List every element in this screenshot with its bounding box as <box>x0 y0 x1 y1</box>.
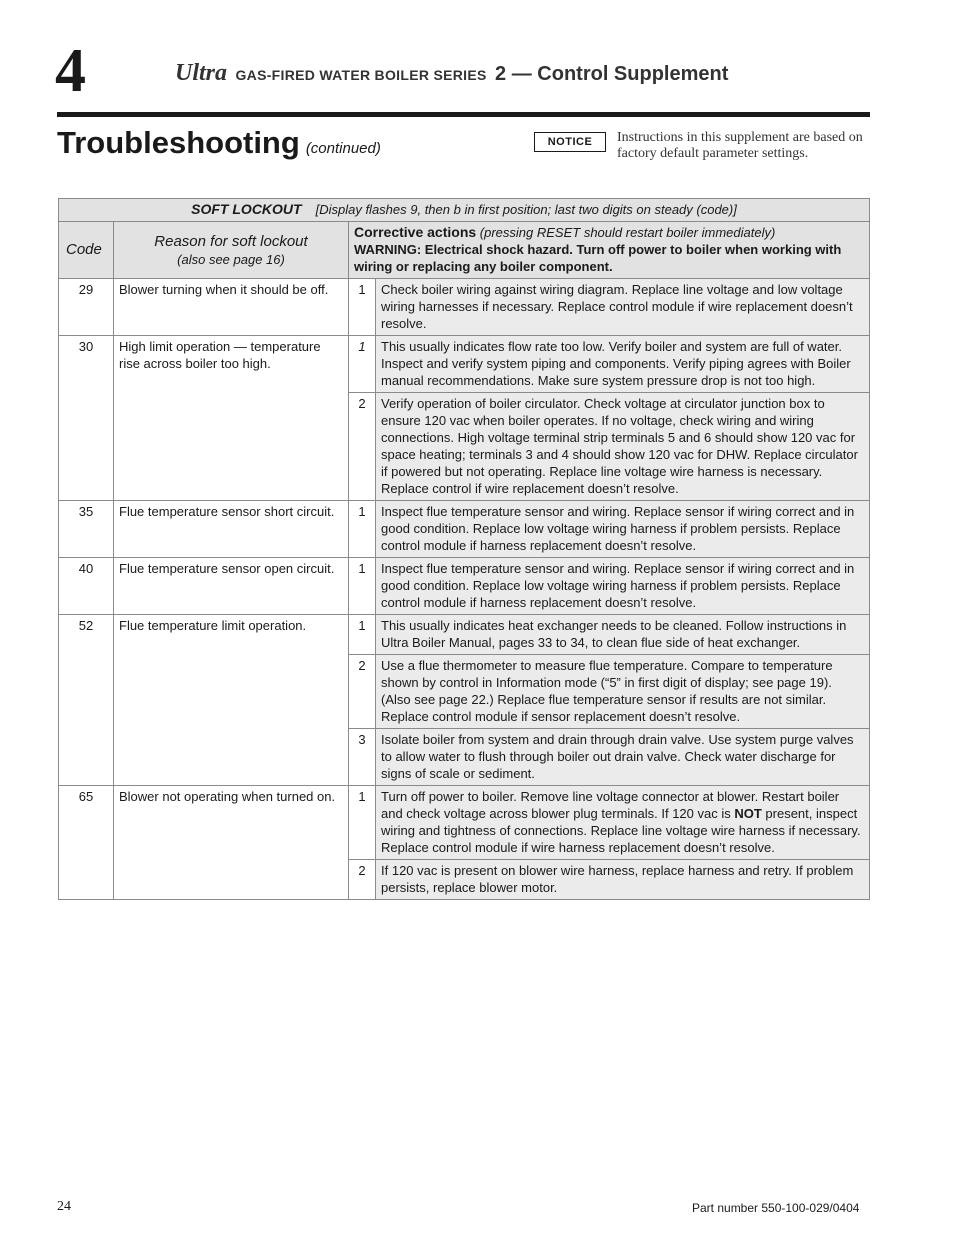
column-header-actions-title: Corrective actions <box>354 224 477 240</box>
action-text-part: Turn off power to boiler. Remove line voltage connector at blower. Restart boiler and check voltage across blower plug terminals. If 120 vac is <box>381 789 840 821</box>
reason-cell: Flue temperature limit operation. <box>114 615 349 786</box>
code-cell: 52 <box>59 615 114 786</box>
action-text: Inspect flue temperature sensor and wiring. Replace sensor if wiring correct and in good condition. Replace low voltage wiring harness if problem persists. Replace control module if harness replacement doesn’t resolve. <box>376 558 870 615</box>
action-number: 1 <box>349 279 376 336</box>
action-number: 1 <box>349 786 376 860</box>
reason-cell: Blower not operating when turned on. <box>114 786 349 900</box>
action-number: 1 <box>349 336 376 393</box>
action-text: This usually indicates heat exchanger needs to be cleaned. Follow instructions in Ultra Boiler Manual, pages 33 to 34, to clean flue side of heat exchanger. <box>376 615 870 655</box>
reason-cell: Flue temperature sensor short circuit. <box>114 501 349 558</box>
action-text: Check boiler wiring against wiring diagram. Replace line voltage and low voltage wiring harnesses if necessary. Replace control module if wire replacement doesn’t resolve. <box>376 279 870 336</box>
supplement-title: 2 — Control Supplement <box>495 63 729 85</box>
reason-cell: High limit operation — temperature rise across boiler too high. <box>114 336 349 501</box>
page-title-main: Troubleshooting <box>57 125 300 160</box>
header-rule <box>57 112 870 117</box>
column-header-actions <box>349 222 870 279</box>
table-row <box>59 558 870 615</box>
action-text <box>376 786 870 860</box>
action-text: Isolate boiler from system and drain through drain valve. Use system purge valves to allow water to flush through boiler out drain valve. Check water discharge for signs of scale or sediment. <box>376 729 870 786</box>
chapter-number: 4 <box>55 37 86 105</box>
action-number: 2 <box>349 393 376 501</box>
page-title-sub: (continued) <box>305 140 381 157</box>
column-header-actions-note: (pressing RESET should restart boiler immediately) <box>479 225 776 240</box>
column-header-code: Code <box>59 222 114 279</box>
soft-lockout-table <box>58 198 870 900</box>
column-header-reason <box>114 222 349 279</box>
warning-text: WARNING: Electrical shock hazard. Turn off power to boiler when working with wiring or replacing any boiler component. <box>354 242 842 274</box>
reason-cell: Flue temperature sensor open circuit. <box>114 558 349 615</box>
table-row <box>59 279 870 336</box>
part-number: Part number 550-100-029/0404 <box>692 1201 860 1215</box>
code-cell: 35 <box>59 501 114 558</box>
code-cell: 30 <box>59 336 114 501</box>
action-number: 3 <box>349 729 376 786</box>
action-number: 2 <box>349 860 376 900</box>
action-text: Inspect flue temperature sensor and wiring. Replace sensor if wiring correct and in good condition. Replace low voltage wiring harness if problem persists. Replace control module if harness replacement doesn’t resolve. <box>376 501 870 558</box>
action-text-emphasis: NOT <box>734 806 762 821</box>
table-title-note: [Display flashes 9, then b in first position; last two digits on steady (code)] <box>315 202 737 217</box>
table-row <box>59 336 870 393</box>
action-text: If 120 vac is present on blower wire harness, replace harness and retry. If problem persists, replace blower motor. <box>376 860 870 900</box>
code-cell: 65 <box>59 786 114 900</box>
notice-label: NOTICE <box>534 132 606 152</box>
action-number: 1 <box>349 501 376 558</box>
notice-text: Instructions in this supplement are based on factory default parameter settings. <box>617 130 863 161</box>
reason-cell: Blower turning when it should be off. <box>114 279 349 336</box>
table-title <box>59 199 870 222</box>
table-row <box>59 615 870 655</box>
column-header-reason-sub: (also see page 16) <box>177 251 285 267</box>
code-cell: 40 <box>59 558 114 615</box>
action-number: 1 <box>349 615 376 655</box>
action-text-part: present, inspect wiring and tightness of connections. Replace line voltage wire harness if necessary. Replace control module if wire harness replacement doesn’t resolve. <box>381 806 861 855</box>
action-text: This usually indicates flow rate too low. Verify boiler and system are full of water. Inspect and verify system piping and components. Verify piping agrees with Boiler manual recommendations. Make sure system pressure drop is not too high. <box>376 336 870 393</box>
action-number: 1 <box>349 558 376 615</box>
column-header-reason-title: Reason for soft lockout <box>154 232 308 250</box>
action-text: Use a flue thermometer to measure flue temperature. Compare to temperature shown by control in Information mode (“5” in first digit of display; see page 19). (Also see page 22.) Replace flue temperature sensor if results are not similar. Replace control module if sensor replacement doesn’t resolve. <box>376 655 870 729</box>
action-number: 2 <box>349 655 376 729</box>
page-title <box>57 125 381 161</box>
code-cell: 29 <box>59 279 114 336</box>
table-title-row <box>59 199 870 222</box>
series-text: GAS-FIRED WATER BOILER SERIES <box>235 67 487 83</box>
table-title-label: SOFT LOCKOUT <box>191 201 302 217</box>
table-header-row <box>59 222 870 279</box>
page-number: 24 <box>57 1199 71 1214</box>
table-row <box>59 786 870 860</box>
document-header <box>175 60 728 87</box>
table-row <box>59 501 870 558</box>
action-text: Verify operation of boiler circulator. Check voltage at circulator junction box to ensure 120 vac when boiler operates. If no voltage, check wiring and wiring connections. High voltage terminal strip terminals 5 and 6 should show 120 vac for space heating; terminals 3 and 4 should show 120 vac for DHW. Replace circulator if powered but not operating. Replace line voltage wire harness is necessary. Replace control if wire replacement doesn’t resolve. <box>376 393 870 501</box>
brand-name: Ultra <box>175 60 228 86</box>
